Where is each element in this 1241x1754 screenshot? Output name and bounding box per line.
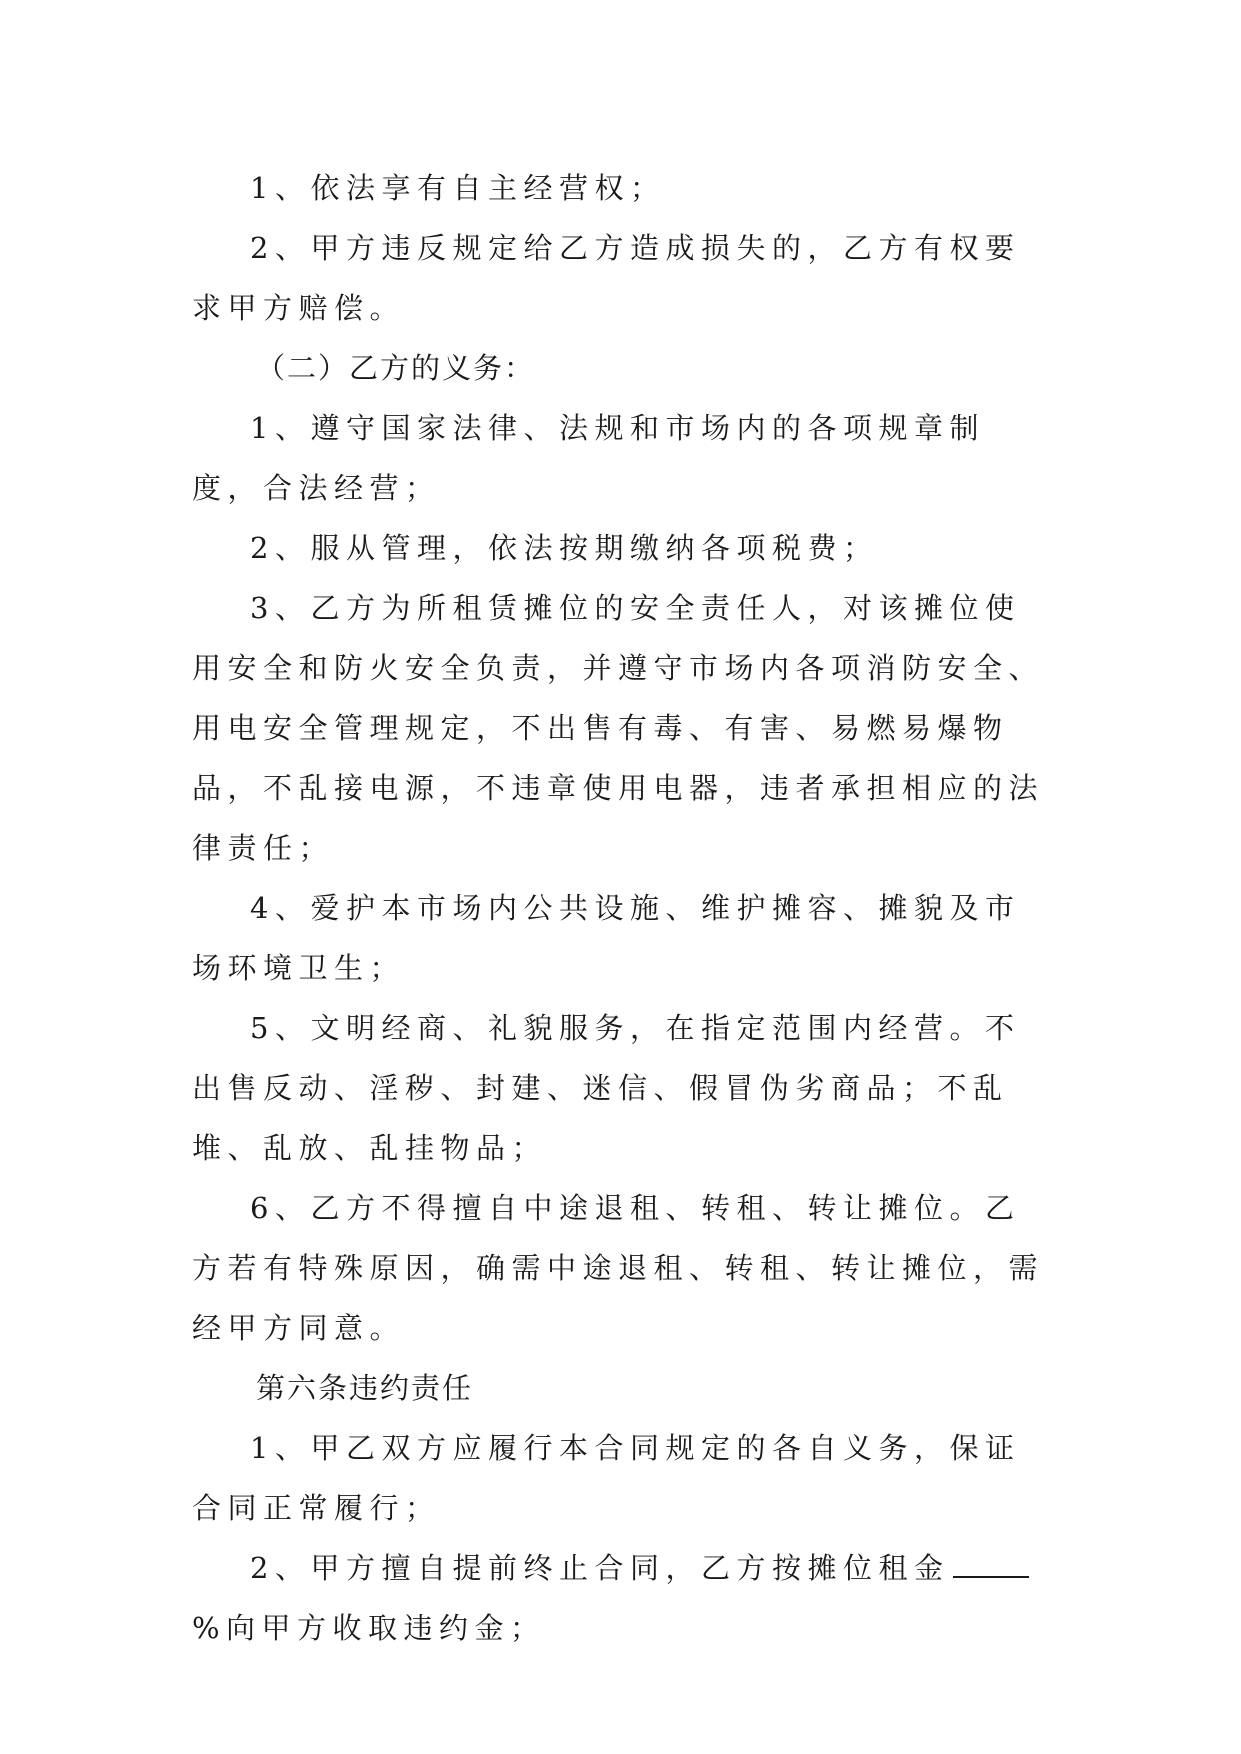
paragraph-text-after-blank: %向甲方收取违约金； [192, 1611, 546, 1645]
paragraph: 4、爱护本市场内公共设施、维护摊容、摊貌及市场环境卫生； [192, 891, 1021, 985]
paragraph: 6、乙方不得擅自中途退租、转租、转让摊位。乙方若有特殊原因，确需中途退租、转租、转让摊位，需经甲方同意。 [192, 1191, 1045, 1345]
article-heading: 第六条违约责任 [256, 1371, 474, 1405]
paragraph: 1、甲乙双方应履行本合同规定的各自义务，保证合同正常履行； [192, 1431, 1021, 1525]
paragraph: 2、甲方违反规定给乙方造成损失的，乙方有权要求甲方赔偿。 [192, 231, 1021, 325]
paragraph: 2、服从管理，依法按期缴纳各项税费； [250, 531, 879, 565]
section-heading: （二）乙方的义务： [256, 351, 536, 385]
paragraph: 1、依法享有自主经营权； [250, 171, 666, 205]
paragraph-text-before-blank: 2、甲方擅自提前终止合同，乙方按摊位租金 [250, 1551, 950, 1585]
paragraph-with-blank [192, 1538, 1052, 1658]
paragraph: 1、遵守国家法律、法规和市场内的各项规章制度，合法经营； [192, 411, 985, 505]
paragraph: 5、文明经商、礼貌服务，在指定范围内经营。不出售反动、淫秽、封建、迷信、假冒伪劣商品；不乱堆、乱放、乱挂物品； [192, 1011, 1021, 1165]
paragraph: 3、乙方为所租赁摊位的安全责任人，对该摊位使用安全和防火安全负责，并遵守市场内各项消防安全、用电安全管理规定，不出售有毒、有害、易燃易爆物品，不乱接电源，不违章使用电器，违者承担相应的法律责任； [192, 591, 1045, 865]
document-body [192, 158, 1052, 1658]
fill-in-blank [953, 1554, 1029, 1578]
